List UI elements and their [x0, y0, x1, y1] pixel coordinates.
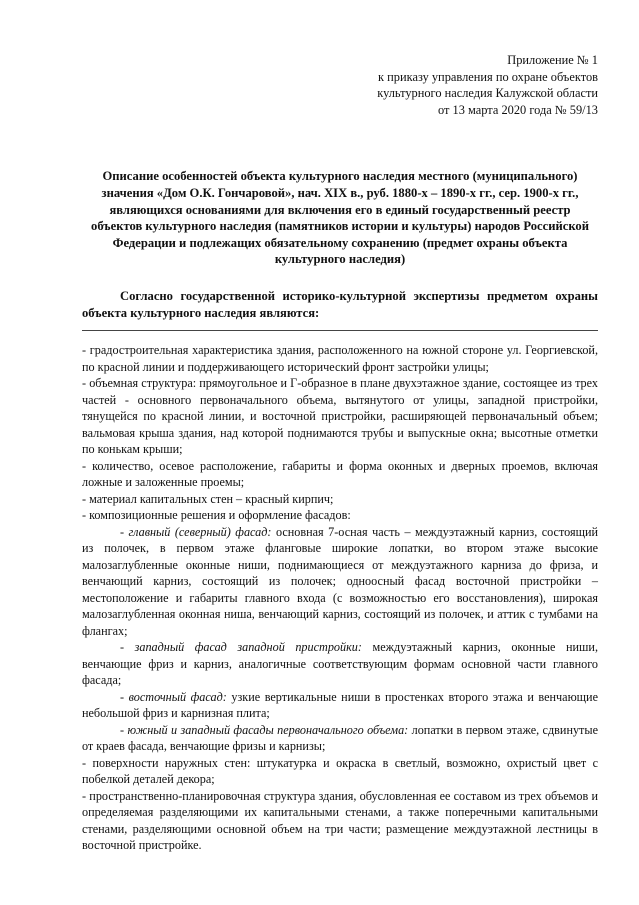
- main-facade-label: - главный (северный) фасад:: [120, 524, 272, 539]
- header-line-date: от 13 марта 2020 года № 59/13: [437, 102, 598, 117]
- document-title: Описание особенностей объекта культурного наследия местного (муниципального) значения «Дом О.К. Гончаровой», нач. XIX в., руб. 1880-х – 1890-х гг., сер. 1900-х гг., являющихся основаниями для включения его в единый государственный реестр объектов культурного наследия (памятников истории и культуры) народов Российской Федерации и подлежащих обязательному сохранению (предмет охраны объекта культурного наследия): [91, 169, 589, 267]
- east-facade-label: - восточный фасад:: [120, 689, 227, 704]
- west-facade-text: междуэтажный карниз, оконные ниши, венчающие фриз и карниз, аналогичные соответствующим формам основной части главного фасада;: [82, 640, 598, 688]
- divider-line: [82, 330, 598, 331]
- item-west-facade: [82, 639, 598, 689]
- item-east-facade: [82, 689, 598, 722]
- item-main-facade: [82, 524, 598, 640]
- header-line-appendix: Приложение № 1: [507, 53, 598, 67]
- west-facade-label: - западный фасад западной пристройки:: [120, 640, 362, 655]
- header-line-order: к приказу управления по охране объектов: [378, 69, 598, 84]
- item-wall-material: - материал капитальных стен – красный кирпич;: [82, 491, 334, 506]
- document-body: [82, 342, 598, 854]
- item-facades: - композиционные решения и оформление фасадов:: [82, 508, 351, 523]
- east-facade-text: узкие вертикальные ниши в простенках второго этажа и венчающие небольшой фриз и карнизная плита;: [82, 689, 598, 721]
- intro-paragraph: Согласно государственной историко-культурной экспертизы предметом охраны объекта культурного наследия являются:: [82, 288, 598, 320]
- south-west-facades-text: лопатки в первом этаже, сдвинутые от краев фасада, венчающие фризы и карнизы;: [82, 722, 598, 754]
- item-volume-structure: - объемная структура: прямоугольное и Г-образное в плане двухэтажное здание, состоящее из трех частей - основного первоначального объема, вытянутого от улицы, западной пристройки, тянущейся по красной линии, и восточной пристройки, расширяющей первоначальный объем; вальмовая крыша здания, над которой поднимаются трубы и выпускные окна; высотные отметки по конькам крыши;: [82, 376, 598, 457]
- south-west-facades-label: - южный и западный фасады первоначального объема:: [120, 722, 409, 737]
- item-planning-structure: - пространственно-планировочная структура здания, обусловленная ее составом из трех объемов и определяемая разделяющими их капитальными стенами, а также поперечными капитальными стенами, разделяющими основной объем на три части; размещение междуэтажной лестницы в восточной пристройке.: [82, 788, 598, 853]
- main-facade-text: основная 7-осная часть – междуэтажный карниз, состоящий из полочек, в первом этаже фланговые широкие лопатки, во втором этаже высокие малозаглубленные оконные ниши, поднимающиеся от междуэтажного карниза до фриза, и венчающий карниз, состоящий из полочек; одноосный фасад восточной пристройки – местоположение и габариты главного входа (с возможностью его восстановления), широкая малозаглубленная оконная ниша, венчающий карниз, состоящий из полочек, и аттик с тумбами на флангах;: [82, 524, 599, 638]
- item-south-west-facades: [82, 722, 598, 755]
- item-wall-surfaces: - поверхности наружных стен: штукатурка и окраска в светлый, возможно, охристый цвет с побелкой деталей декора;: [82, 755, 598, 787]
- header-line-region: культурного наследия Калужской области: [377, 86, 598, 101]
- appendix-header: [82, 52, 598, 118]
- item-openings: - количество, осевое расположение, габариты и форма оконных и дверных проемов, включая ложные и заложенные проемы;: [82, 458, 598, 490]
- item-urban-planning: - градостроительная характеристика здания, расположенного на южной стороне ул. Георгиевской, по красной линии и поддерживающего исторический фронт застройки улицы;: [82, 343, 598, 374]
